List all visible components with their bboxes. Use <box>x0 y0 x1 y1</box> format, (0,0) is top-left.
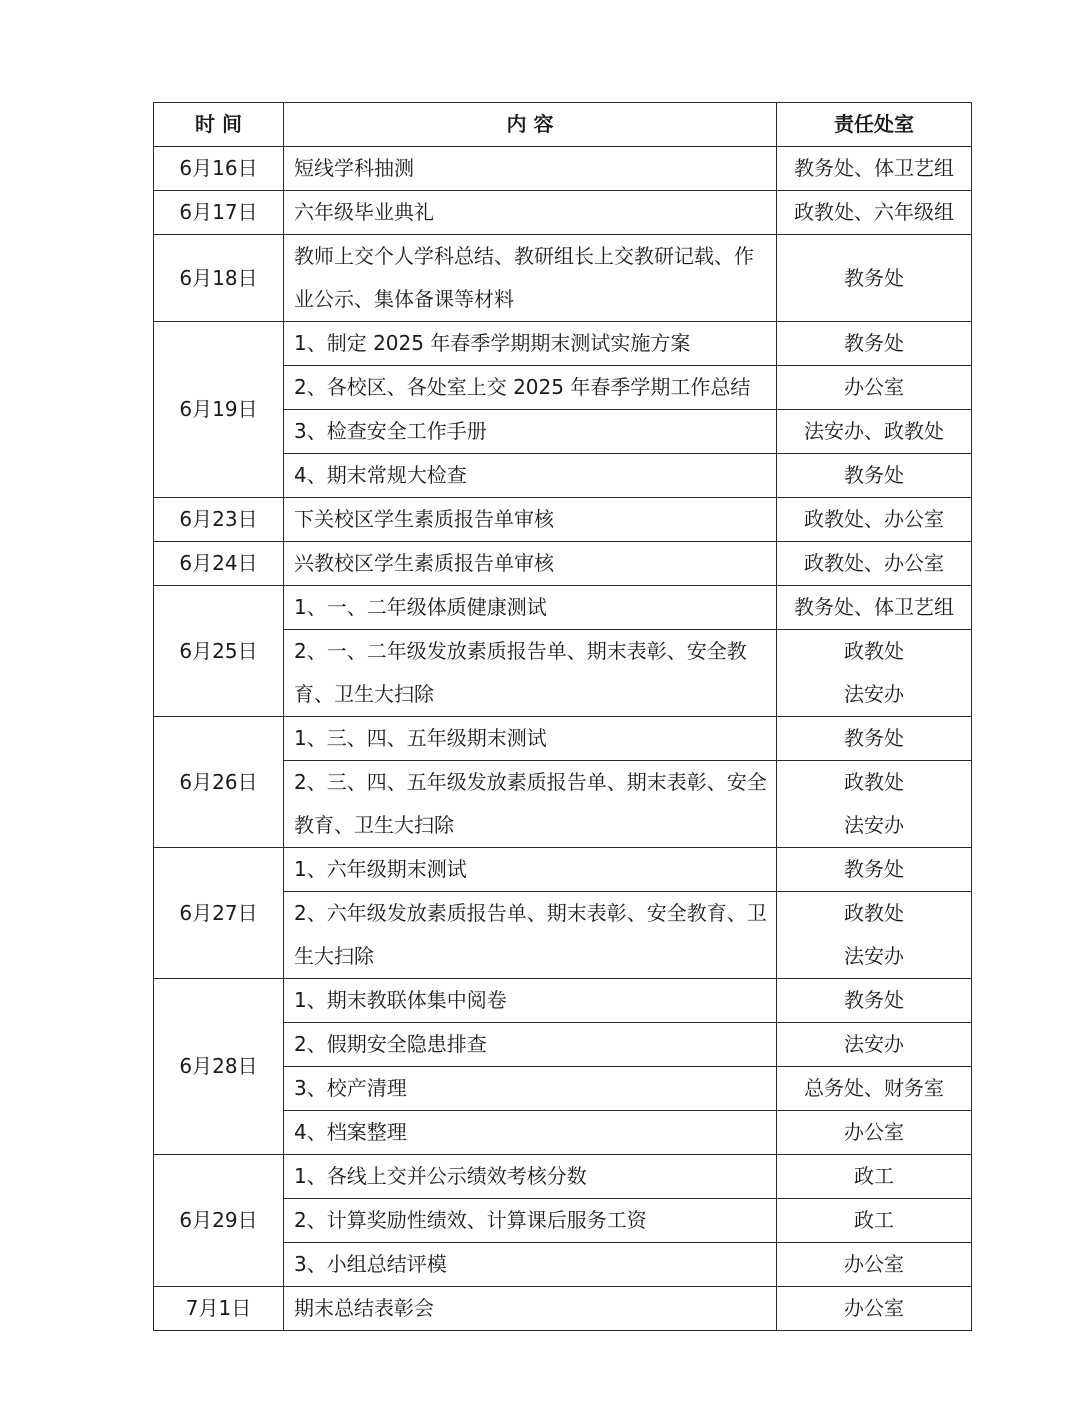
content-cell: 六年级毕业典礼 <box>284 191 777 235</box>
content-cell: 1、六年级期末测试 <box>284 848 777 892</box>
date-cell: 6月16日 <box>154 147 284 191</box>
dept-cell <box>777 1111 972 1155</box>
dept-label: 总务处、财务室 <box>804 1076 944 1100</box>
dept-label: 教务处、体卫艺组 <box>794 595 954 619</box>
dept-label: 办公室 <box>844 375 904 399</box>
dept-cell <box>777 235 972 322</box>
table-row <box>154 717 972 761</box>
dept-label: 法安办 <box>844 682 904 706</box>
dept-cell <box>777 1243 972 1287</box>
dept-label: 教务处、体卫艺组 <box>794 156 954 180</box>
header-row <box>154 103 972 147</box>
dept-label: 办公室 <box>844 1120 904 1144</box>
dept-label: 办公室 <box>844 1296 904 1320</box>
content-cell: 3、小组总结评模 <box>284 1243 777 1287</box>
schedule-table <box>153 102 972 1331</box>
dept-cell <box>777 1287 972 1331</box>
dept-label: 教务处 <box>844 265 904 290</box>
content-cell: 1、期末教联体集中阅卷 <box>284 979 777 1023</box>
dept-cell <box>777 322 972 366</box>
dept-label: 教务处 <box>844 857 904 881</box>
dept-cell <box>777 761 972 848</box>
dept-label: 政教处 <box>844 770 904 794</box>
dept-cell <box>777 498 972 542</box>
dept-label: 教务处 <box>844 463 904 487</box>
date-cell: 6月17日 <box>154 191 284 235</box>
date-cell: 6月24日 <box>154 542 284 586</box>
content-cell: 下关校区学生素质报告单审核 <box>284 498 777 542</box>
date-cell: 7月1日 <box>154 1287 284 1331</box>
dept-cell <box>777 892 972 979</box>
dept-label: 教务处 <box>844 988 904 1012</box>
dept-label: 政工 <box>854 1208 894 1232</box>
content-cell: 教师上交个人学科总结、教研组长上交教研记载、作业公示、集体备课等材料 <box>284 235 777 322</box>
table-row <box>154 1287 972 1331</box>
table-row <box>154 542 972 586</box>
dept-cell <box>777 630 972 717</box>
content-cell: 3、校产清理 <box>284 1067 777 1111</box>
content-cell: 2、计算奖励性绩效、计算课后服务工资 <box>284 1199 777 1243</box>
date-cell: 6月26日 <box>154 717 284 848</box>
dept-label: 法安办、政教处 <box>804 419 944 443</box>
date-cell: 6月19日 <box>154 322 284 498</box>
dept-label: 办公室 <box>844 1252 904 1276</box>
date-cell: 6月25日 <box>154 586 284 717</box>
content-cell: 2、三、四、五年级发放素质报告单、期末表彰、安全教育、卫生大扫除 <box>284 761 777 848</box>
dept-cell <box>777 979 972 1023</box>
date-cell: 6月27日 <box>154 848 284 979</box>
content-cell: 2、六年级发放素质报告单、期末表彰、安全教育、卫生大扫除 <box>284 892 777 979</box>
header-dept: 责任处室 <box>777 103 972 147</box>
dept-cell <box>777 191 972 235</box>
header-date: 时 间 <box>154 103 284 147</box>
dept-label: 政教处 <box>844 639 904 663</box>
dept-label: 教务处 <box>844 331 904 355</box>
header-content: 内 容 <box>284 103 777 147</box>
content-cell: 2、一、二年级发放素质报告单、期末表彰、安全教育、卫生大扫除 <box>284 630 777 717</box>
table-row <box>154 235 972 322</box>
table-row <box>154 147 972 191</box>
dept-label: 法安办 <box>844 813 904 837</box>
table-row <box>154 1155 972 1199</box>
content-cell: 3、检查安全工作手册 <box>284 410 777 454</box>
table-row <box>154 586 972 630</box>
dept-cell <box>777 366 972 410</box>
dept-cell <box>777 1199 972 1243</box>
content-cell: 1、一、二年级体质健康测试 <box>284 586 777 630</box>
table-row <box>154 191 972 235</box>
content-cell: 期末总结表彰会 <box>284 1287 777 1331</box>
dept-label: 法安办 <box>844 1032 904 1056</box>
dept-cell <box>777 454 972 498</box>
content-cell: 1、三、四、五年级期末测试 <box>284 717 777 761</box>
content-cell: 短线学科抽测 <box>284 147 777 191</box>
content-cell: 4、档案整理 <box>284 1111 777 1155</box>
date-cell: 6月18日 <box>154 235 284 322</box>
dept-cell <box>777 586 972 630</box>
date-cell: 6月29日 <box>154 1155 284 1287</box>
dept-cell <box>777 1155 972 1199</box>
dept-cell <box>777 147 972 191</box>
content-cell: 4、期末常规大检查 <box>284 454 777 498</box>
dept-label: 政工 <box>854 1164 894 1188</box>
dept-cell <box>777 1023 972 1067</box>
dept-label: 政教处、办公室 <box>804 507 944 531</box>
date-cell: 6月23日 <box>154 498 284 542</box>
date-cell: 6月28日 <box>154 979 284 1155</box>
dept-label: 政教处、办公室 <box>804 551 944 575</box>
content-cell: 2、假期安全隐患排查 <box>284 1023 777 1067</box>
dept-label: 教务处 <box>844 726 904 750</box>
dept-cell <box>777 717 972 761</box>
dept-cell <box>777 542 972 586</box>
dept-label: 法安办 <box>844 944 904 968</box>
dept-label: 政教处、六年级组 <box>794 200 954 224</box>
dept-label: 政教处 <box>844 901 904 925</box>
table-row <box>154 848 972 892</box>
table-row <box>154 979 972 1023</box>
table-row <box>154 498 972 542</box>
content-cell: 1、制定 2025 年春季学期期末测试实施方案 <box>284 322 777 366</box>
dept-cell <box>777 410 972 454</box>
content-cell: 1、各线上交并公示绩效考核分数 <box>284 1155 777 1199</box>
dept-cell <box>777 1067 972 1111</box>
dept-cell <box>777 848 972 892</box>
content-cell: 2、各校区、各处室上交 2025 年春季学期工作总结 <box>284 366 777 410</box>
table-row <box>154 322 972 366</box>
content-cell: 兴教校区学生素质报告单审核 <box>284 542 777 586</box>
